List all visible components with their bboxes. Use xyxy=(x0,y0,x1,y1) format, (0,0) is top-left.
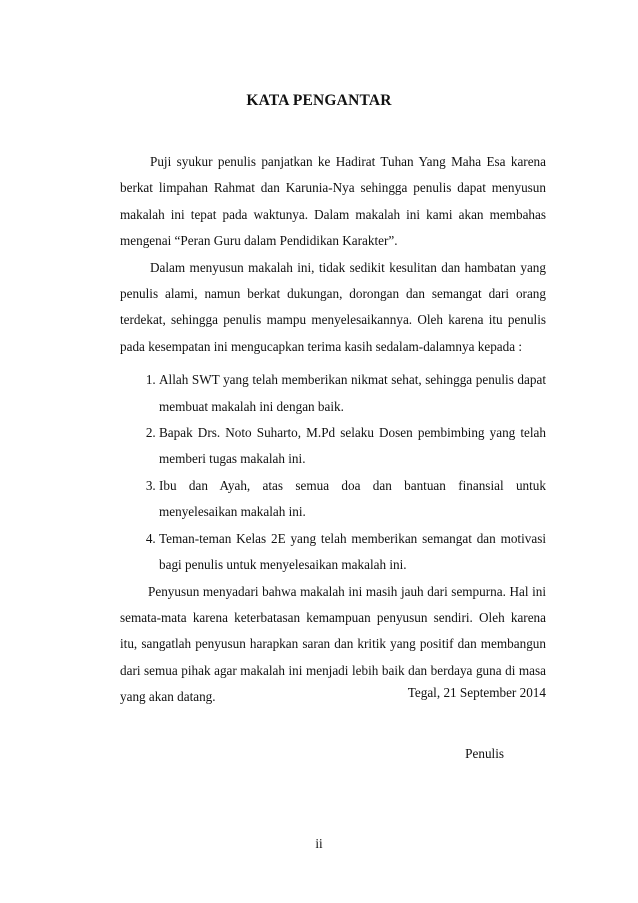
intro-paragraph: Puji syukur penulis panjatkan ke Hadirat Tuhan Yang Maha Esa karena berkat limpahan Rahmat dan Karunia-Nya sehingga penulis dapat menyusun makalah ini tepat pada waktunya. Dalam makalah ini kami akan membahas mengenai “Peran Guru dalam Pendidikan Karakter”. xyxy=(120,154,546,249)
place-date: Tegal, 21 September 2014 xyxy=(407,685,546,700)
document-body xyxy=(120,149,546,711)
page-title: KATA PENGANTAR xyxy=(246,92,392,109)
list-item: 1. Allah SWT yang telah memberikan nikmat sehat, sehingga penulis dapat membuat makalah ini dengan baik. xyxy=(159,367,546,420)
page-number: ii xyxy=(315,836,323,851)
signatory: Penulis xyxy=(465,746,504,761)
closing-paragraph: Penyusun menyadari bahwa makalah ini masih jauh dari sempurna. Hal ini semata-mata karena keterbatasan kemampuan penyusun sendiri. Oleh karena itu, sangatlah penyusun harapkan saran dan kritik yang positif dan membangun dari semua pihak agar makalah ini menjadi lebih baik dan berdaya guna di masa yang akan datang. xyxy=(120,583,546,705)
list-item: 3. Ibu dan Ayah, atas semua doa dan bantuan finansial untuk menyelesaikan makalah ini. xyxy=(159,473,546,526)
acknowledgement-list xyxy=(120,367,546,578)
list-item: 2. Bapak Drs. Noto Suharto, M.Pd selaku Dosen pembimbing yang telah memberi tugas makalah ini. xyxy=(159,420,546,473)
list-item: 4. Teman-teman Kelas 2E yang telah memberikan semangat dan motivasi bagi penulis untuk menyelesaikan makalah ini. xyxy=(159,526,546,579)
difficulty-paragraph: Dalam menyusun makalah ini, tidak sedikit kesulitan dan hambatan yang penulis alami, namun berkat dukungan, dorongan dan semangat dari orang terdekat, sehingga penulis mampu menyelesaikannya. Oleh karena itu penulis pada kesempatan ini mengucapkan terima kasih sedalam-dalamnya kepada : xyxy=(120,259,546,354)
